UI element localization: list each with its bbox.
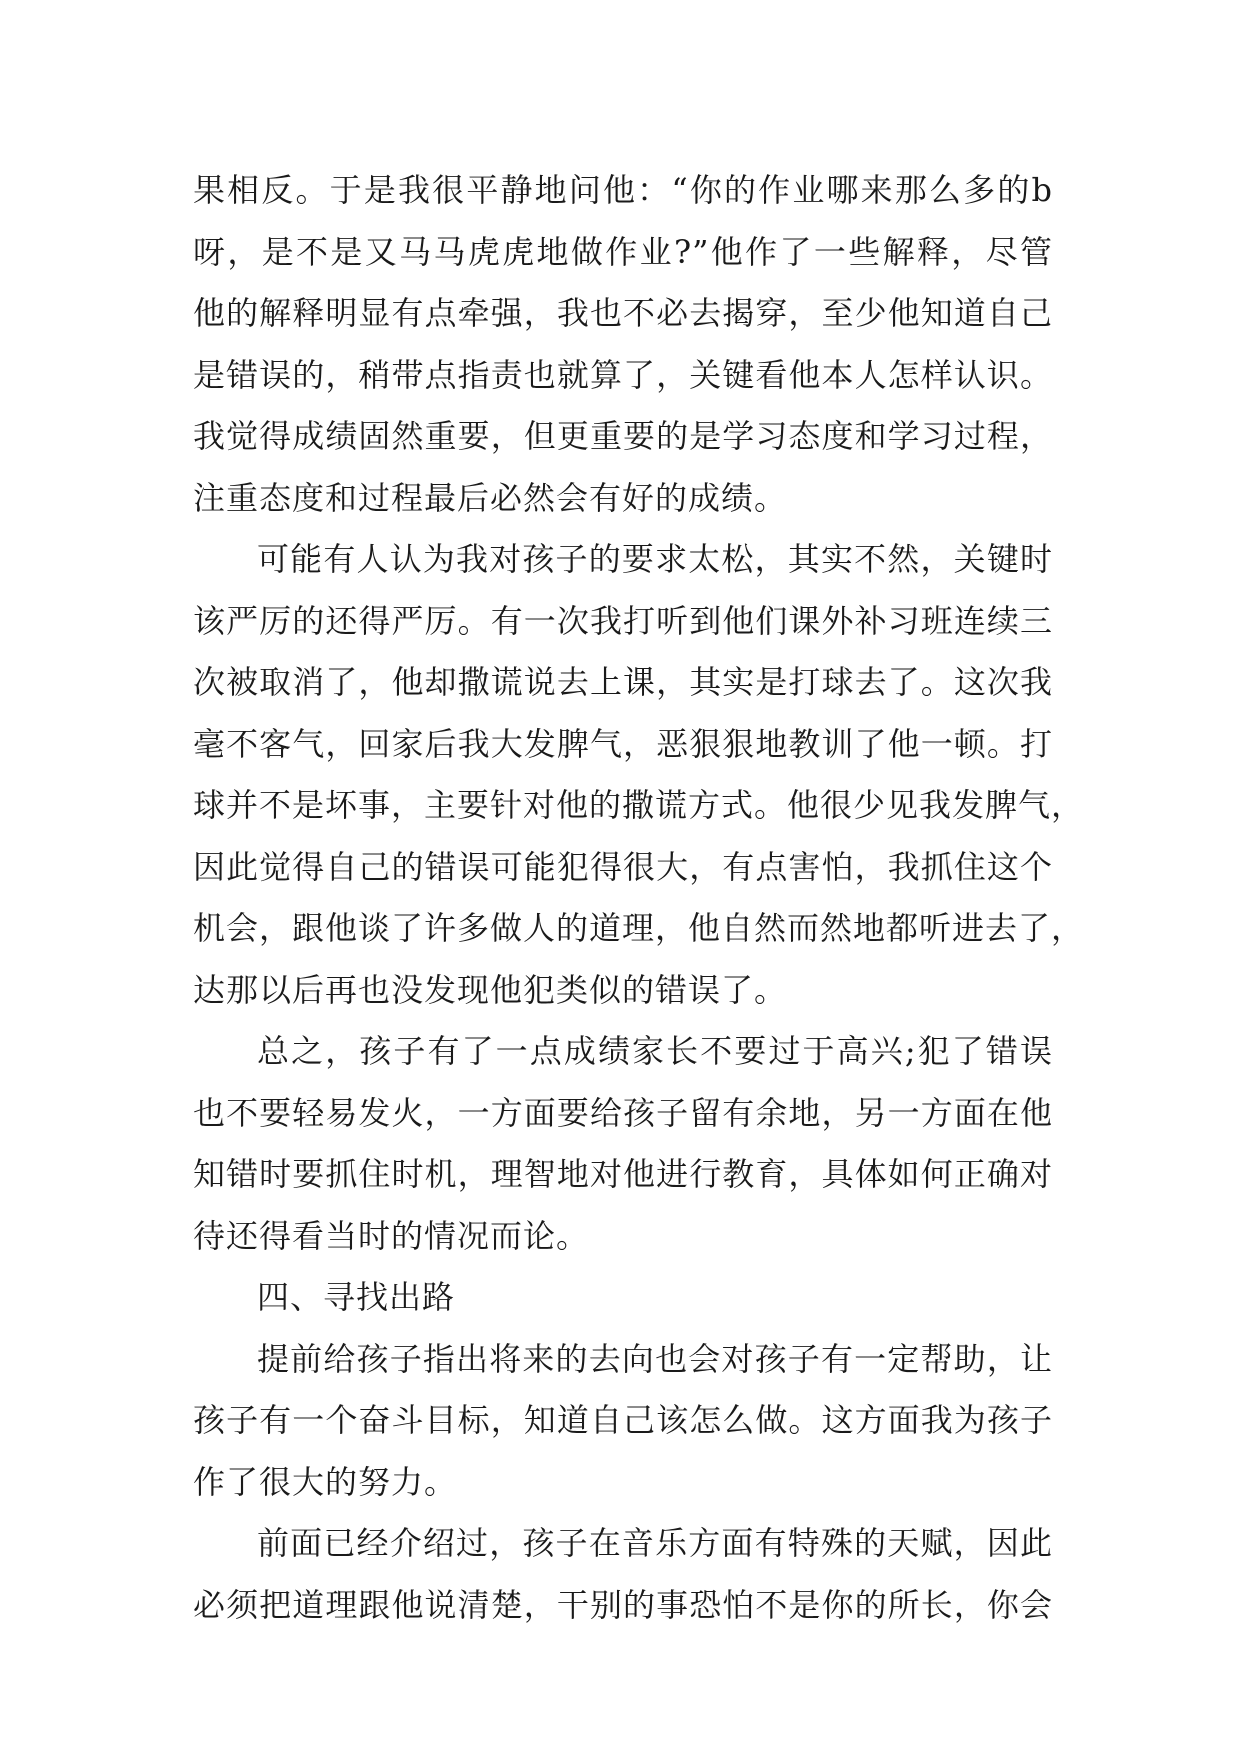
text-line: 作了很大的努力。 <box>193 1462 458 1501</box>
document-page <box>193 160 1085 1636</box>
text-line: 机会，跟他谈了许多做人的道理，他自然而然地都听进去了， <box>193 909 1085 947</box>
text-line: 我觉得成绩固然重要，但更重要的是学习态度和学习过程， <box>193 417 1053 455</box>
text-line: 达那以后再也没发现他犯类似的错误了。 <box>193 970 788 1009</box>
text-line: 因此觉得自己的错误可能犯得很大，有点害怕，我抓住这个 <box>193 847 1053 886</box>
text-line: 毫不客气，回家后我大发脾气，恶狠狠地教训了他一顿。打 <box>193 724 1053 763</box>
paragraph-first-line: 前面已经介绍过，孩子在音乐方面有特殊的天赋，因此 <box>257 1524 1053 1562</box>
paragraph-first-line: 提前给孩子指出将来的去向也会对孩子有一定帮助，让 <box>257 1339 1053 1378</box>
paragraph-first-line: 总之，孩子有了一点成绩家长不要过于高兴;犯了错误 <box>257 1032 1053 1070</box>
text-line: 他的解释明显有点牵强，我也不必去揭穿，至少他知道自己 <box>193 294 1053 332</box>
paragraph-first-line: 可能有人认为我对孩子的要求太松，其实不然，关键时 <box>257 540 1053 578</box>
text-line: 次被取消了，他却撒谎说去上课，其实是打球去了。这次我 <box>193 663 1053 701</box>
text-line: 孩子有一个奋斗目标，知道自己该怎么做。这方面我为孩子 <box>193 1401 1053 1439</box>
text-line: 注重态度和过程最后必然会有好的成绩。 <box>193 478 788 517</box>
text-line: 必须把道理跟他说清楚，干别的事恐怕不是你的所长，你会 <box>193 1585 1053 1624</box>
text-line: 是错误的，稍带点指责也就算了，关键看他本人怎样认识。 <box>193 355 1053 394</box>
text-line: 呀，是不是又马马虎虎地做作业?”他作了一些解释，尽管 <box>193 232 1053 271</box>
text-line: 待还得看当时的情况而论。 <box>193 1216 590 1255</box>
text-line: 球并不是坏事，主要针对他的撒谎方式。他很少见我发脾气， <box>193 786 1085 824</box>
text-line: 知错时要抓住时机，理智地对他进行教育，具体如何正确对 <box>193 1155 1053 1193</box>
section-heading: 四、寻找出路 <box>257 1278 456 1316</box>
text-line: 该严厉的还得严厉。有一次我打听到他们课外补习班连续三 <box>193 601 1053 640</box>
text-line: 也不要轻易发火，一方面要给孩子留有余地，另一方面在他 <box>193 1093 1053 1132</box>
text-line: 果相反。于是我很平静地问他：“你的作业哪来那么多的b <box>193 171 1053 209</box>
